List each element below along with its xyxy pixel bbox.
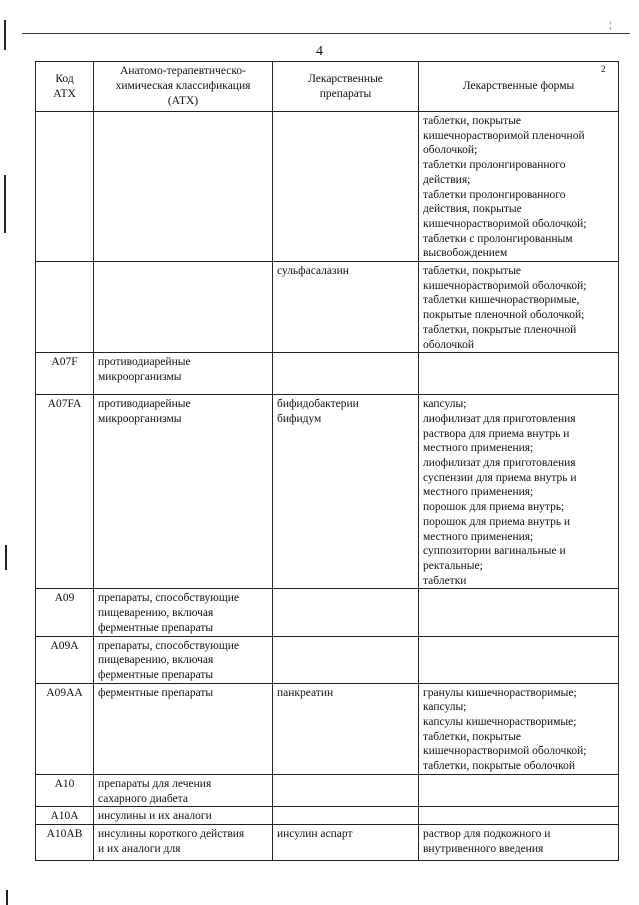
header-drugs: Лекарственные препараты — [273, 62, 419, 112]
cell-drugs-line: сульфасалазин — [277, 265, 349, 278]
cell-forms-line: кишечнорастворимой оболочкой; — [423, 217, 587, 230]
table-row — [36, 353, 619, 395]
cell-forms-line: кишечнорастворимой оболочкой; — [423, 279, 587, 292]
cell-classification-line: препараты, способствующие — [98, 639, 239, 652]
cell-forms — [419, 807, 619, 825]
cell-forms-line: капсулы кишечнорастворимые; — [423, 716, 577, 729]
corner-mark: ¦ — [609, 20, 611, 30]
cell-classification-line: пищеварению, включая — [98, 654, 214, 667]
cell-classification-line: ферментные препараты — [98, 621, 214, 634]
cell-classification-line: микроорганизмы — [98, 412, 182, 425]
table-header-row — [36, 62, 619, 112]
cell-forms-line: таблетки с пролонгированным — [423, 232, 573, 245]
cell-classification-line: инсулины короткого действия — [98, 827, 245, 840]
cell-forms-line: оболочкой; — [423, 144, 478, 157]
cell-code — [36, 262, 94, 353]
table-row — [36, 589, 619, 636]
scan-edge-mark — [5, 545, 7, 570]
cell-forms-line: таблетки, покрытые — [423, 265, 522, 278]
cell-forms-line: действия, покрытые — [423, 203, 522, 216]
cell-forms-line: суппозитории вагинальные и — [423, 545, 566, 558]
cell-classification-line: препараты, способствующие — [98, 592, 239, 605]
cell-classification-line: противодиарейные — [98, 398, 191, 411]
cell-classification — [94, 683, 273, 774]
cell-drugs-line: бифидум — [277, 412, 322, 425]
cell-classification-line: ферментные препараты — [98, 686, 214, 699]
cell-drugs — [273, 636, 419, 683]
header-code: Код АТХ — [36, 62, 94, 112]
cell-forms-line: внутривенного введения — [423, 842, 544, 855]
cell-forms-line: лиофилизат для приготовления — [423, 457, 576, 470]
table-row — [36, 636, 619, 683]
cell-drugs — [273, 807, 419, 825]
cell-code — [36, 774, 94, 806]
atc-code: A10 — [54, 777, 75, 790]
cell-code — [36, 824, 94, 860]
cell-drugs — [273, 683, 419, 774]
cell-code — [36, 112, 94, 262]
atc-code: A09 — [54, 592, 75, 605]
cell-drugs-line: инсулин аспарт — [277, 827, 353, 840]
cell-classification-line: микроорганизмы — [98, 370, 182, 383]
cell-forms-line: таблетки, покрытые оболочкой — [423, 760, 575, 773]
header-classification: Анатомо-терапевтическо- химическая классификация (АТХ) — [94, 62, 273, 112]
cell-classification — [94, 636, 273, 683]
cell-code — [36, 353, 94, 395]
atc-code: A07FA — [47, 398, 82, 411]
cell-forms-line: порошок для приема внутрь; — [423, 501, 565, 514]
header-forms: Лекарственные формы — [419, 62, 619, 112]
cell-forms-line: суспензии для приема внутрь и — [423, 471, 577, 484]
cell-forms-line: порошок для приема внутрь и — [423, 515, 571, 528]
cell-forms-line: высвобождением — [423, 247, 508, 260]
cell-classification-line: противодиарейные — [98, 356, 191, 369]
cell-forms — [419, 683, 619, 774]
cell-forms-line: раствора для приема внутрь и — [423, 427, 570, 440]
cell-classification — [94, 395, 273, 589]
cell-classification — [94, 807, 273, 825]
cell-forms-line: капсулы; — [423, 701, 467, 714]
cell-classification-line: сахарного диабета — [98, 792, 188, 805]
cell-classification — [94, 353, 273, 395]
cell-drugs-line: бифидобактерии — [277, 398, 359, 411]
cell-forms — [419, 824, 619, 860]
atc-code: A09A — [50, 639, 79, 652]
cell-forms-line: капсулы; — [423, 398, 467, 411]
cell-code — [36, 589, 94, 636]
cell-forms-line: покрытые пленочной оболочкой; — [423, 309, 585, 322]
cell-drugs-line: панкреатин — [277, 686, 334, 699]
cell-code — [36, 395, 94, 589]
cell-forms-line: местного применения; — [423, 530, 534, 543]
scan-edge-mark — [4, 175, 6, 233]
cell-code — [36, 807, 94, 825]
cell-forms — [419, 636, 619, 683]
corner-mark-2: 2 — [601, 64, 606, 74]
cell-code — [36, 683, 94, 774]
page-number: 4 — [316, 44, 323, 59]
cell-forms — [419, 262, 619, 353]
cell-forms — [419, 589, 619, 636]
cell-classification — [94, 262, 273, 353]
cell-forms-line: таблетки — [423, 574, 467, 587]
scan-edge-mark — [6, 890, 8, 905]
table-row — [36, 824, 619, 860]
top-rule — [22, 33, 630, 34]
atc-code: A10AB — [46, 827, 83, 840]
cell-drugs — [273, 774, 419, 806]
cell-forms — [419, 112, 619, 262]
table-row — [36, 683, 619, 774]
cell-forms — [419, 353, 619, 395]
cell-forms — [419, 774, 619, 806]
table-row — [36, 262, 619, 353]
table-body — [36, 112, 619, 861]
cell-classification-line: инсулины и их аналоги — [98, 810, 212, 823]
cell-forms-line: раствор для подкожного и — [423, 827, 551, 840]
cell-drugs — [273, 824, 419, 860]
cell-forms-line: таблетки кишечнорастворимые, — [423, 294, 580, 307]
cell-forms-line: оболочкой — [423, 338, 475, 351]
cell-drugs — [273, 112, 419, 262]
atc-code: A09AA — [46, 686, 83, 699]
cell-classification-line: препараты для лечения — [98, 777, 212, 790]
cell-forms-line: таблетки, покрытые — [423, 115, 522, 127]
cell-forms-line: кишечнорастворимой пленочной — [423, 129, 585, 142]
cell-forms-line: таблетки пролонгированного — [423, 159, 566, 172]
table-row — [36, 112, 619, 262]
table-row — [36, 807, 619, 825]
cell-drugs — [273, 589, 419, 636]
cell-drugs — [273, 262, 419, 353]
cell-classification — [94, 774, 273, 806]
atc-drug-table — [35, 61, 619, 861]
cell-forms-line: кишечнорастворимой оболочкой; — [423, 745, 587, 758]
cell-classification-line: ферментные препараты — [98, 668, 214, 681]
cell-classification-line: и их аналоги для — [98, 842, 181, 855]
cell-forms — [419, 395, 619, 589]
cell-forms-line: действия; — [423, 173, 471, 186]
cell-drugs — [273, 395, 419, 589]
cell-drugs — [273, 353, 419, 395]
cell-forms-line: гранулы кишечнорастворимые; — [423, 686, 577, 699]
atc-code: A10A — [50, 810, 79, 823]
cell-classification — [94, 589, 273, 636]
cell-forms-line: лиофилизат для приготовления — [423, 412, 576, 425]
cell-forms-line: таблетки, покрытые — [423, 730, 522, 743]
table-row — [36, 774, 619, 806]
cell-forms-line: таблетки пролонгированного — [423, 188, 566, 201]
cell-forms-line: ректальные; — [423, 559, 483, 572]
cell-classification-line: пищеварению, включая — [98, 607, 214, 620]
cell-forms-line: местного применения; — [423, 486, 534, 499]
table-row — [36, 395, 619, 589]
cell-classification — [94, 112, 273, 262]
cell-classification — [94, 824, 273, 860]
cell-forms-line: местного применения; — [423, 442, 534, 455]
atc-code: A07F — [51, 356, 78, 369]
cell-code — [36, 636, 94, 683]
cell-forms-line: таблетки, покрытые пленочной — [423, 323, 577, 336]
